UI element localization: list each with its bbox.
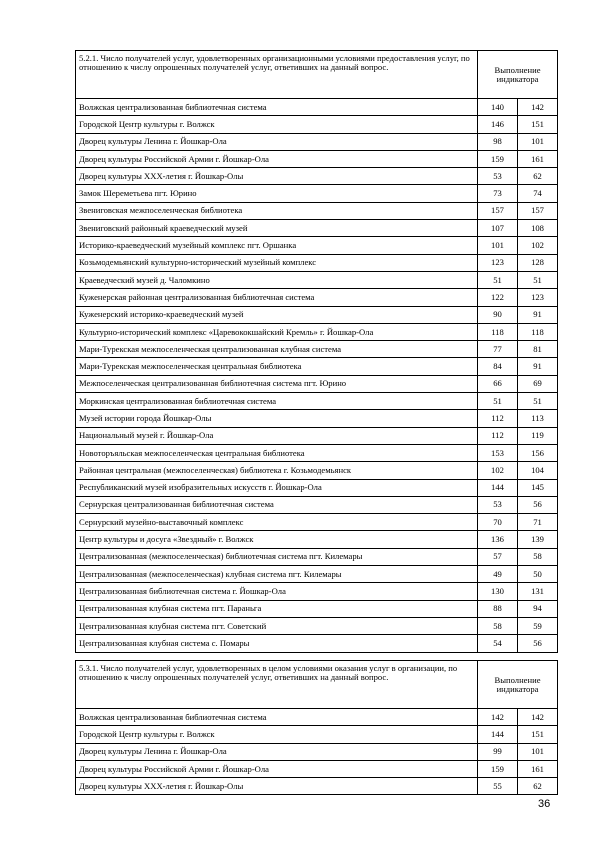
satisfied-count: 101	[478, 237, 518, 254]
organization-name: Центр культуры и досуга «Звездный» г. Волжск	[76, 531, 478, 548]
respondents-count: 101	[518, 133, 558, 150]
satisfied-count: 99	[478, 743, 518, 760]
respondents-count: 69	[518, 375, 558, 392]
page-number: 36	[538, 798, 551, 810]
respondents-count: 128	[518, 254, 558, 271]
satisfied-count: 51	[478, 271, 518, 288]
satisfied-count: 136	[478, 531, 518, 548]
organization-name: Звениговский районный краеведческий музей	[76, 220, 478, 237]
table-row	[76, 726, 558, 743]
satisfied-count: 159	[478, 760, 518, 777]
table-row	[76, 254, 558, 271]
table-row	[76, 116, 558, 133]
table-row	[76, 323, 558, 340]
organization-name: Централизованная клубная система пгт. Параньга	[76, 600, 478, 617]
respondents-count: 118	[518, 323, 558, 340]
satisfied-count: 112	[478, 427, 518, 444]
table-row	[76, 444, 558, 461]
satisfied-count: 70	[478, 514, 518, 531]
respondents-count: 58	[518, 548, 558, 565]
table-row	[76, 185, 558, 202]
satisfied-count: 140	[478, 99, 518, 116]
satisfied-count: 90	[478, 306, 518, 323]
table-row	[76, 237, 558, 254]
respondents-count: 50	[518, 566, 558, 583]
respondents-count: 131	[518, 583, 558, 600]
satisfaction-table-5-2-1	[75, 50, 558, 653]
table-row	[76, 760, 558, 777]
satisfied-count: 58	[478, 617, 518, 634]
table-row	[76, 150, 558, 167]
organization-name: Централизованная (межпоселенческая) библиотечная система пгт. Килемары	[76, 548, 478, 565]
table-row	[76, 600, 558, 617]
table-row	[76, 99, 558, 116]
table-row	[76, 583, 558, 600]
organization-name: Сернурская централизованная библиотечная система	[76, 496, 478, 513]
table-row	[76, 709, 558, 726]
respondents-count: 161	[518, 760, 558, 777]
organization-name: Куженерская районная централизованная библиотечная система	[76, 289, 478, 306]
respondents-count: 139	[518, 531, 558, 548]
satisfied-count: 53	[478, 168, 518, 185]
respondents-count: 157	[518, 202, 558, 219]
respondents-count: 91	[518, 306, 558, 323]
table-row	[76, 306, 558, 323]
satisfied-count: 55	[478, 778, 518, 795]
organization-name: Волжская централизованная библиотечная система	[76, 99, 478, 116]
organization-name: Межпоселенческая централизованная библиотечная система пгт. Юрино	[76, 375, 478, 392]
respondents-count: 59	[518, 617, 558, 634]
table-row	[76, 778, 558, 795]
table-row	[76, 289, 558, 306]
organization-name: Дворец культуры Российской Армии г. Йошкар-Ола	[76, 150, 478, 167]
organization-name: Моркинская централизованная библиотечная система	[76, 393, 478, 410]
respondents-count: 71	[518, 514, 558, 531]
satisfied-count: 53	[478, 496, 518, 513]
organization-name: Городской Центр культуры г. Волжск	[76, 116, 478, 133]
satisfied-count: 98	[478, 133, 518, 150]
organization-name: Районная центральная (межпоселенческая) библиотека г. Козьмодемьянск	[76, 462, 478, 479]
satisfied-count: 157	[478, 202, 518, 219]
satisfied-count: 77	[478, 341, 518, 358]
respondents-count: 56	[518, 496, 558, 513]
satisfied-count: 112	[478, 410, 518, 427]
respondents-count: 123	[518, 289, 558, 306]
organization-name: Мари-Турекская межпоселенческая централизованная клубная система	[76, 341, 478, 358]
satisfied-count: 57	[478, 548, 518, 565]
respondents-count: 151	[518, 726, 558, 743]
table-row	[76, 566, 558, 583]
satisfied-count: 88	[478, 600, 518, 617]
satisfied-count: 144	[478, 479, 518, 496]
organization-name: Мари-Турекская межпоселенческая центральная библиотека	[76, 358, 478, 375]
satisfied-count: 153	[478, 444, 518, 461]
table-row	[76, 635, 558, 652]
satisfied-count: 144	[478, 726, 518, 743]
table-row	[76, 479, 558, 496]
satisfied-count: 54	[478, 635, 518, 652]
organization-name: Централизованная библиотечная система г. Йошкар-Ола	[76, 583, 478, 600]
organization-name: Городской Центр культуры г. Волжск	[76, 726, 478, 743]
satisfied-count: 107	[478, 220, 518, 237]
table-row	[76, 220, 558, 237]
respondents-count: 51	[518, 393, 558, 410]
satisfied-count: 102	[478, 462, 518, 479]
respondents-count: 156	[518, 444, 558, 461]
table-row	[76, 462, 558, 479]
organization-name: Сернурский музейно-выставочный комплекс	[76, 514, 478, 531]
table-row	[76, 410, 558, 427]
respondents-count: 62	[518, 168, 558, 185]
organization-name: Централизованная клубная система с. Помары	[76, 635, 478, 652]
satisfied-count: 118	[478, 323, 518, 340]
respondents-count: 151	[518, 116, 558, 133]
satisfied-count: 49	[478, 566, 518, 583]
respondents-count: 102	[518, 237, 558, 254]
question-header: 5.2.1. Число получателей услуг, удовлетворенных организационными условиями предоставления услуг, по отношению к числу опрошенных получателей услуг, ответивших на данный вопрос.	[76, 51, 478, 99]
table-row	[76, 548, 558, 565]
satisfied-count: 146	[478, 116, 518, 133]
satisfied-count: 66	[478, 375, 518, 392]
respondents-count: 142	[518, 99, 558, 116]
table-row	[76, 341, 558, 358]
question-header: 5.3.1. Число получателей услуг, удовлетворенных в целом условиями оказания услуг в организации, по отношению к числу опрошенных получателей услуг, ответивших на данный вопрос.	[76, 661, 478, 709]
indicator-header: Выполнение индикатора	[478, 51, 558, 99]
organization-name: Культурно-исторический комплекс «Царевококшайский Кремль» г. Йошкар-Ола	[76, 323, 478, 340]
respondents-count: 119	[518, 427, 558, 444]
respondents-count: 113	[518, 410, 558, 427]
table-row	[76, 427, 558, 444]
table-row	[76, 375, 558, 392]
table-row	[76, 271, 558, 288]
organization-name: Музей истории города Йошкар-Олы	[76, 410, 478, 427]
organization-name: Звениговская межпоселенческая библиотека	[76, 202, 478, 219]
respondents-count: 108	[518, 220, 558, 237]
respondents-count: 145	[518, 479, 558, 496]
respondents-count: 142	[518, 709, 558, 726]
organization-name: Куженерский историко-краеведческий музей	[76, 306, 478, 323]
respondents-count: 62	[518, 778, 558, 795]
table-row	[76, 202, 558, 219]
table-row	[76, 133, 558, 150]
organization-name: Дворец культуры Ленина г. Йошкар-Ола	[76, 133, 478, 150]
respondents-count: 56	[518, 635, 558, 652]
organization-name: Централизованная клубная система пгт. Советский	[76, 617, 478, 634]
satisfied-count: 130	[478, 583, 518, 600]
satisfied-count: 84	[478, 358, 518, 375]
table-row	[76, 617, 558, 634]
table-header-row	[76, 661, 558, 709]
respondents-count: 74	[518, 185, 558, 202]
respondents-count: 161	[518, 150, 558, 167]
organization-name: Дворец культуры Ленина г. Йошкар-Ола	[76, 743, 478, 760]
table-row	[76, 531, 558, 548]
respondents-count: 91	[518, 358, 558, 375]
organization-name: Краеведческий музей д. Чаломкино	[76, 271, 478, 288]
organization-name: Дворец культуры Российской Армии г. Йошкар-Ола	[76, 760, 478, 777]
satisfied-count: 123	[478, 254, 518, 271]
organization-name: Козьмодемьянский культурно-исторический музейный комплекс	[76, 254, 478, 271]
organization-name: Дворец культуры XXX-летия г. Йошкар-Олы	[76, 778, 478, 795]
indicator-header: Выполнение индикатора	[478, 661, 558, 709]
organization-name: Волжская централизованная библиотечная система	[76, 709, 478, 726]
satisfied-count: 142	[478, 709, 518, 726]
respondents-count: 81	[518, 341, 558, 358]
organization-name: Республиканский музей изобразительных искусств г. Йошкар-Ола	[76, 479, 478, 496]
satisfied-count: 73	[478, 185, 518, 202]
organization-name: Дворец культуры XXX-летия г. Йошкар-Олы	[76, 168, 478, 185]
table-row	[76, 393, 558, 410]
satisfied-count: 159	[478, 150, 518, 167]
respondents-count: 104	[518, 462, 558, 479]
satisfied-count: 51	[478, 393, 518, 410]
organization-name: Новоторъяльская межпоселенческая центральная библиотека	[76, 444, 478, 461]
respondents-count: 101	[518, 743, 558, 760]
respondents-count: 51	[518, 271, 558, 288]
respondents-count: 94	[518, 600, 558, 617]
organization-name: Национальный музей г. Йошкар-Ола	[76, 427, 478, 444]
organization-name: Историко-краеведческий музейный комплекс пгт. Оршанка	[76, 237, 478, 254]
table-row	[76, 496, 558, 513]
satisfaction-table-5-3-1	[75, 660, 558, 795]
organization-name: Централизованная (межпоселенческая) клубная система пгт. Килемары	[76, 566, 478, 583]
table-row	[76, 743, 558, 760]
table-row	[76, 168, 558, 185]
organization-name: Замок Шереметьева пгт. Юрино	[76, 185, 478, 202]
satisfied-count: 122	[478, 289, 518, 306]
table-row	[76, 514, 558, 531]
table-header-row	[76, 51, 558, 99]
table-row	[76, 358, 558, 375]
